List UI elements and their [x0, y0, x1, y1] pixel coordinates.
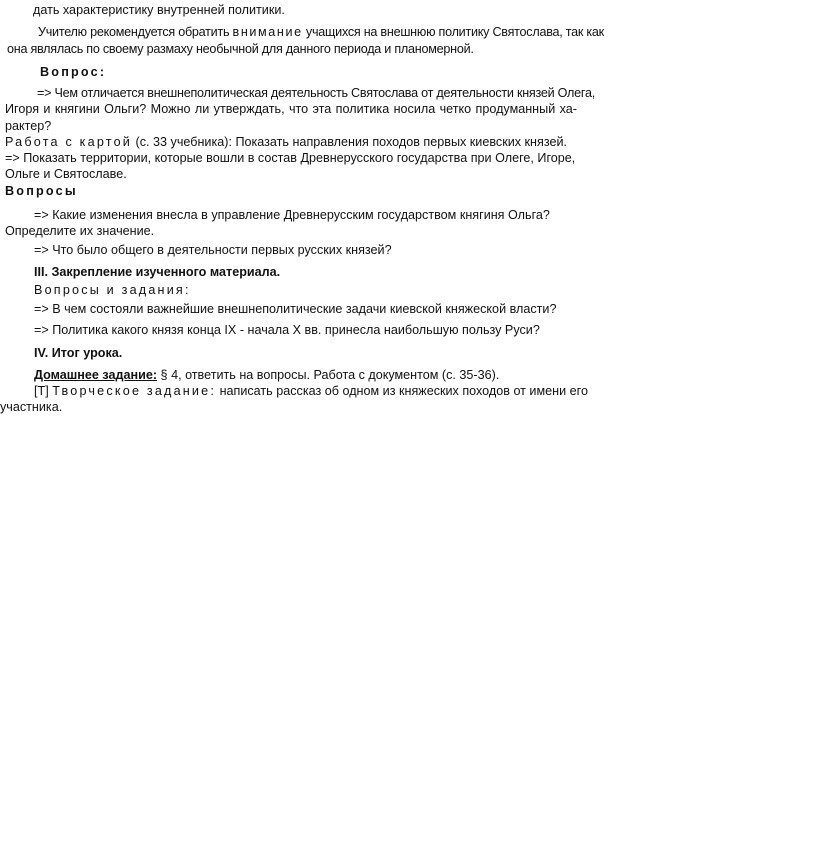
word: княгини: [54, 102, 100, 116]
section-heading: Вопрос:: [40, 65, 107, 79]
justified-line: [5, 101, 577, 117]
text-segment: написать рассказ об одном из княжеских походов от имени его: [216, 384, 588, 398]
text-line: [38, 24, 604, 40]
text-segment: (с. 33 учебника): Показать направления походов первых киевских князей.: [132, 135, 567, 149]
text-line: [34, 383, 588, 399]
text-segment: § 4, ответить на вопросы. Работа с документом (с. 35-36).: [157, 368, 500, 382]
text-line: => Политика какого князя конца IX - начала X вв. принесла наибольшую пользу Руси?: [34, 323, 540, 337]
section-heading: IV. Итог урока.: [34, 346, 123, 360]
word: Можно: [150, 102, 191, 116]
word: что: [288, 102, 309, 116]
text-segment: [Т]: [34, 384, 53, 398]
section-heading: III. Закрепление изученного материала.: [34, 265, 281, 279]
word: Игоря: [5, 102, 40, 116]
word: ли: [194, 102, 210, 116]
subheading: Вопросы и задания:: [34, 283, 191, 297]
homework-label: Домашнее задание:: [34, 368, 158, 382]
word: продуманный: [475, 102, 556, 116]
text-line: [34, 367, 499, 383]
text-line: => Показать территории, которые вошли в состав Древнерусского государства при Олеге, Игоре,: [5, 151, 576, 165]
word: эта: [312, 102, 332, 116]
text-line: [5, 134, 567, 150]
section-heading: Вопросы: [5, 184, 78, 198]
text-line: => Что было общего в деятельности первых русских князей?: [34, 243, 392, 257]
text-line: => В чем состояли важнейшие внешнеполитические задачи киевской княжеской власти?: [34, 302, 557, 316]
text-line: Ольге и Святославе.: [5, 167, 127, 181]
text-segment: Учителю рекомендуется обратить: [38, 25, 233, 39]
emphasis-text: Работа с картой: [5, 135, 133, 149]
emphasis-text: внимание: [232, 25, 303, 39]
text-line: => Чем отличается внешнеполитическая деятельность Святослава от деятельности князей Олега,: [37, 86, 595, 100]
text-line: рактер?: [5, 119, 52, 133]
text-line: Определите их значение.: [5, 224, 155, 238]
word: и: [43, 102, 51, 116]
emphasis-text: Творческое задание:: [52, 384, 217, 398]
text-line: дать характеристику внутренней политики.: [33, 3, 285, 17]
word: утверждать,: [213, 102, 285, 116]
text-line: она являлась по своему размаху необычной для данного периода и планомерной.: [7, 42, 474, 56]
text-line: участника.: [0, 400, 63, 414]
word: ха-: [559, 102, 577, 116]
word: Ольги?: [104, 102, 147, 116]
word: четко: [439, 102, 472, 116]
word: политика: [335, 102, 390, 116]
text-segment: учащихся на внешнюю политику Святослава, так как: [302, 25, 604, 39]
text-line: => Какие изменения внесла в управление Древнерусским государством княгиня Ольга?: [34, 208, 550, 222]
word: носила: [393, 102, 436, 116]
